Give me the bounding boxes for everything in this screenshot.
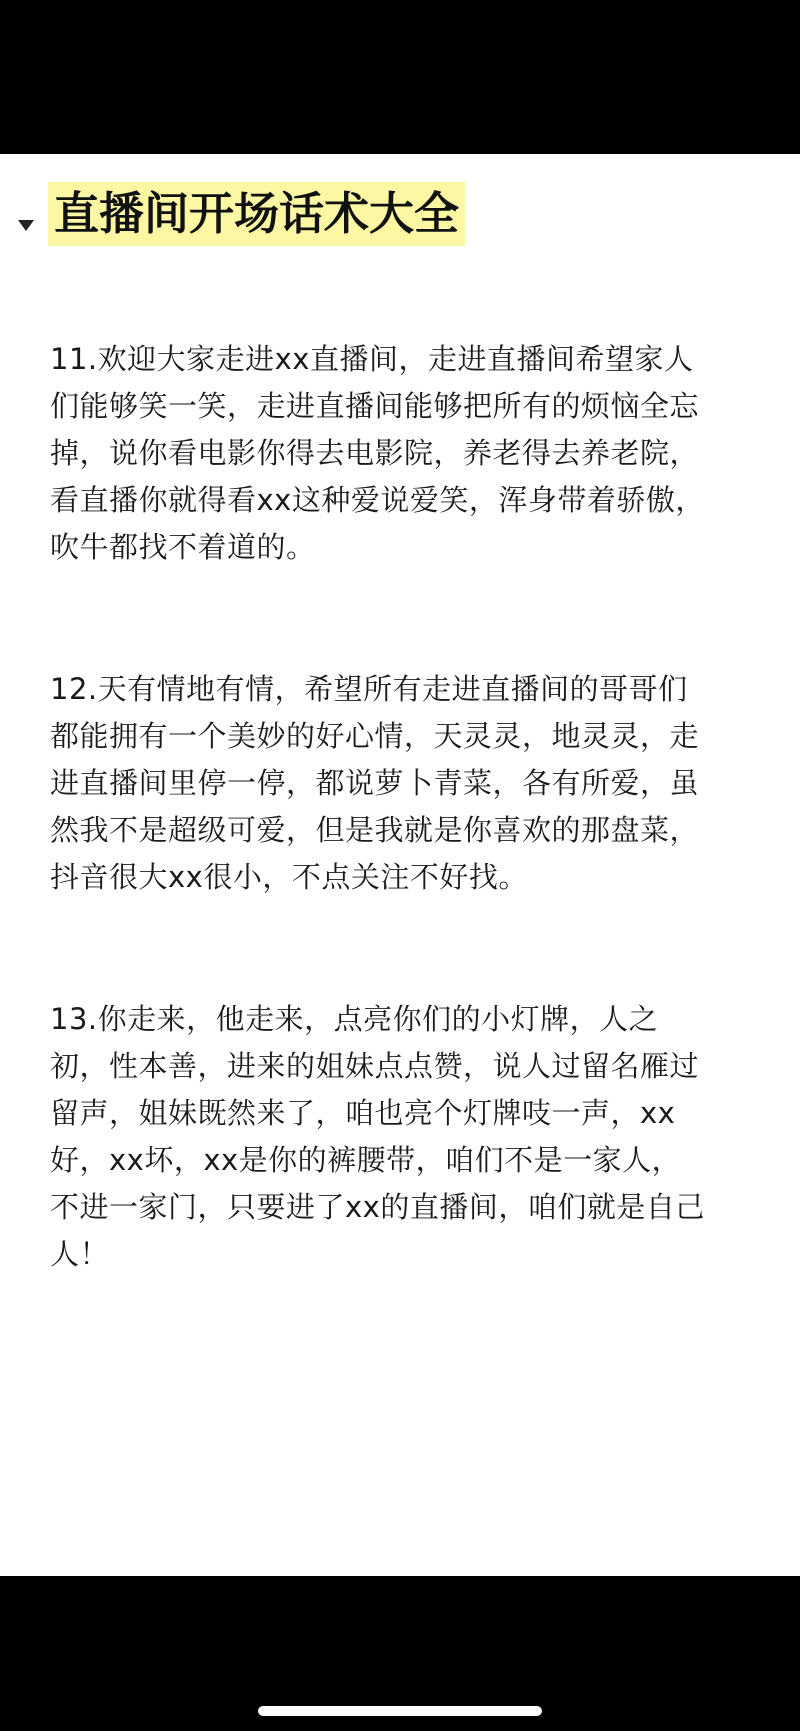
paragraph-line: 然我不是超级可爱，但是我就是你喜欢的那盘菜，: [50, 813, 700, 847]
paragraph-line: 好，xx坏，xx是你的裤腰带，咱们不是一家人，: [50, 1143, 682, 1177]
paragraph-line: 人！: [50, 1237, 110, 1271]
paragraph-line: 吹牛都找不着道的。: [50, 530, 316, 564]
paragraph-line: 12.天有情地有情，希望所有走进直播间的哥哥们: [50, 672, 688, 706]
paragraph-line: 掉，说你看电影你得去电影院，养老得去养老院，: [50, 436, 700, 470]
paragraph-line: 留声，姐妹既然来了，咱也亮个灯牌吱一声，xx: [50, 1096, 676, 1130]
document-content: [0, 154, 800, 1576]
paragraph-line: 们能够笑一笑，走进直播间能够把所有的烦恼全忘: [50, 389, 700, 423]
toggle-heading-row[interactable]: [0, 176, 800, 246]
page-title: 直播间开场话术大全: [48, 182, 465, 246]
paragraph-line: 都能拥有一个美妙的好心情，天灵灵，地灵灵，走: [50, 719, 700, 753]
home-indicator[interactable]: [258, 1706, 542, 1716]
paragraph-11: [50, 336, 750, 571]
paragraph-line: 看直播你就得看xx这种爱说爱笑，浑身带着骄傲，: [50, 483, 705, 517]
paragraph-line: 11.欢迎大家走进xx直播间，走进直播间希望家人: [50, 342, 694, 376]
paragraph-13: [50, 996, 750, 1278]
triangle-down-icon[interactable]: [18, 220, 34, 231]
paragraph-line: 进直播间里停一停，都说萝卜青菜，各有所爱，虽: [50, 766, 700, 800]
paragraph-line: 不进一家门，只要进了xx的直播间，咱们就是自己: [50, 1190, 705, 1224]
paragraph-12: [50, 666, 750, 901]
paragraph-line: 初，性本善，进来的姐妹点点赞，说人过留名雁过: [50, 1049, 700, 1083]
paragraph-line: 13.你走来，他走来，点亮你们的小灯牌，人之: [50, 1002, 659, 1036]
paragraph-line: 抖音很大xx很小，不点关注不好找。: [50, 860, 528, 894]
